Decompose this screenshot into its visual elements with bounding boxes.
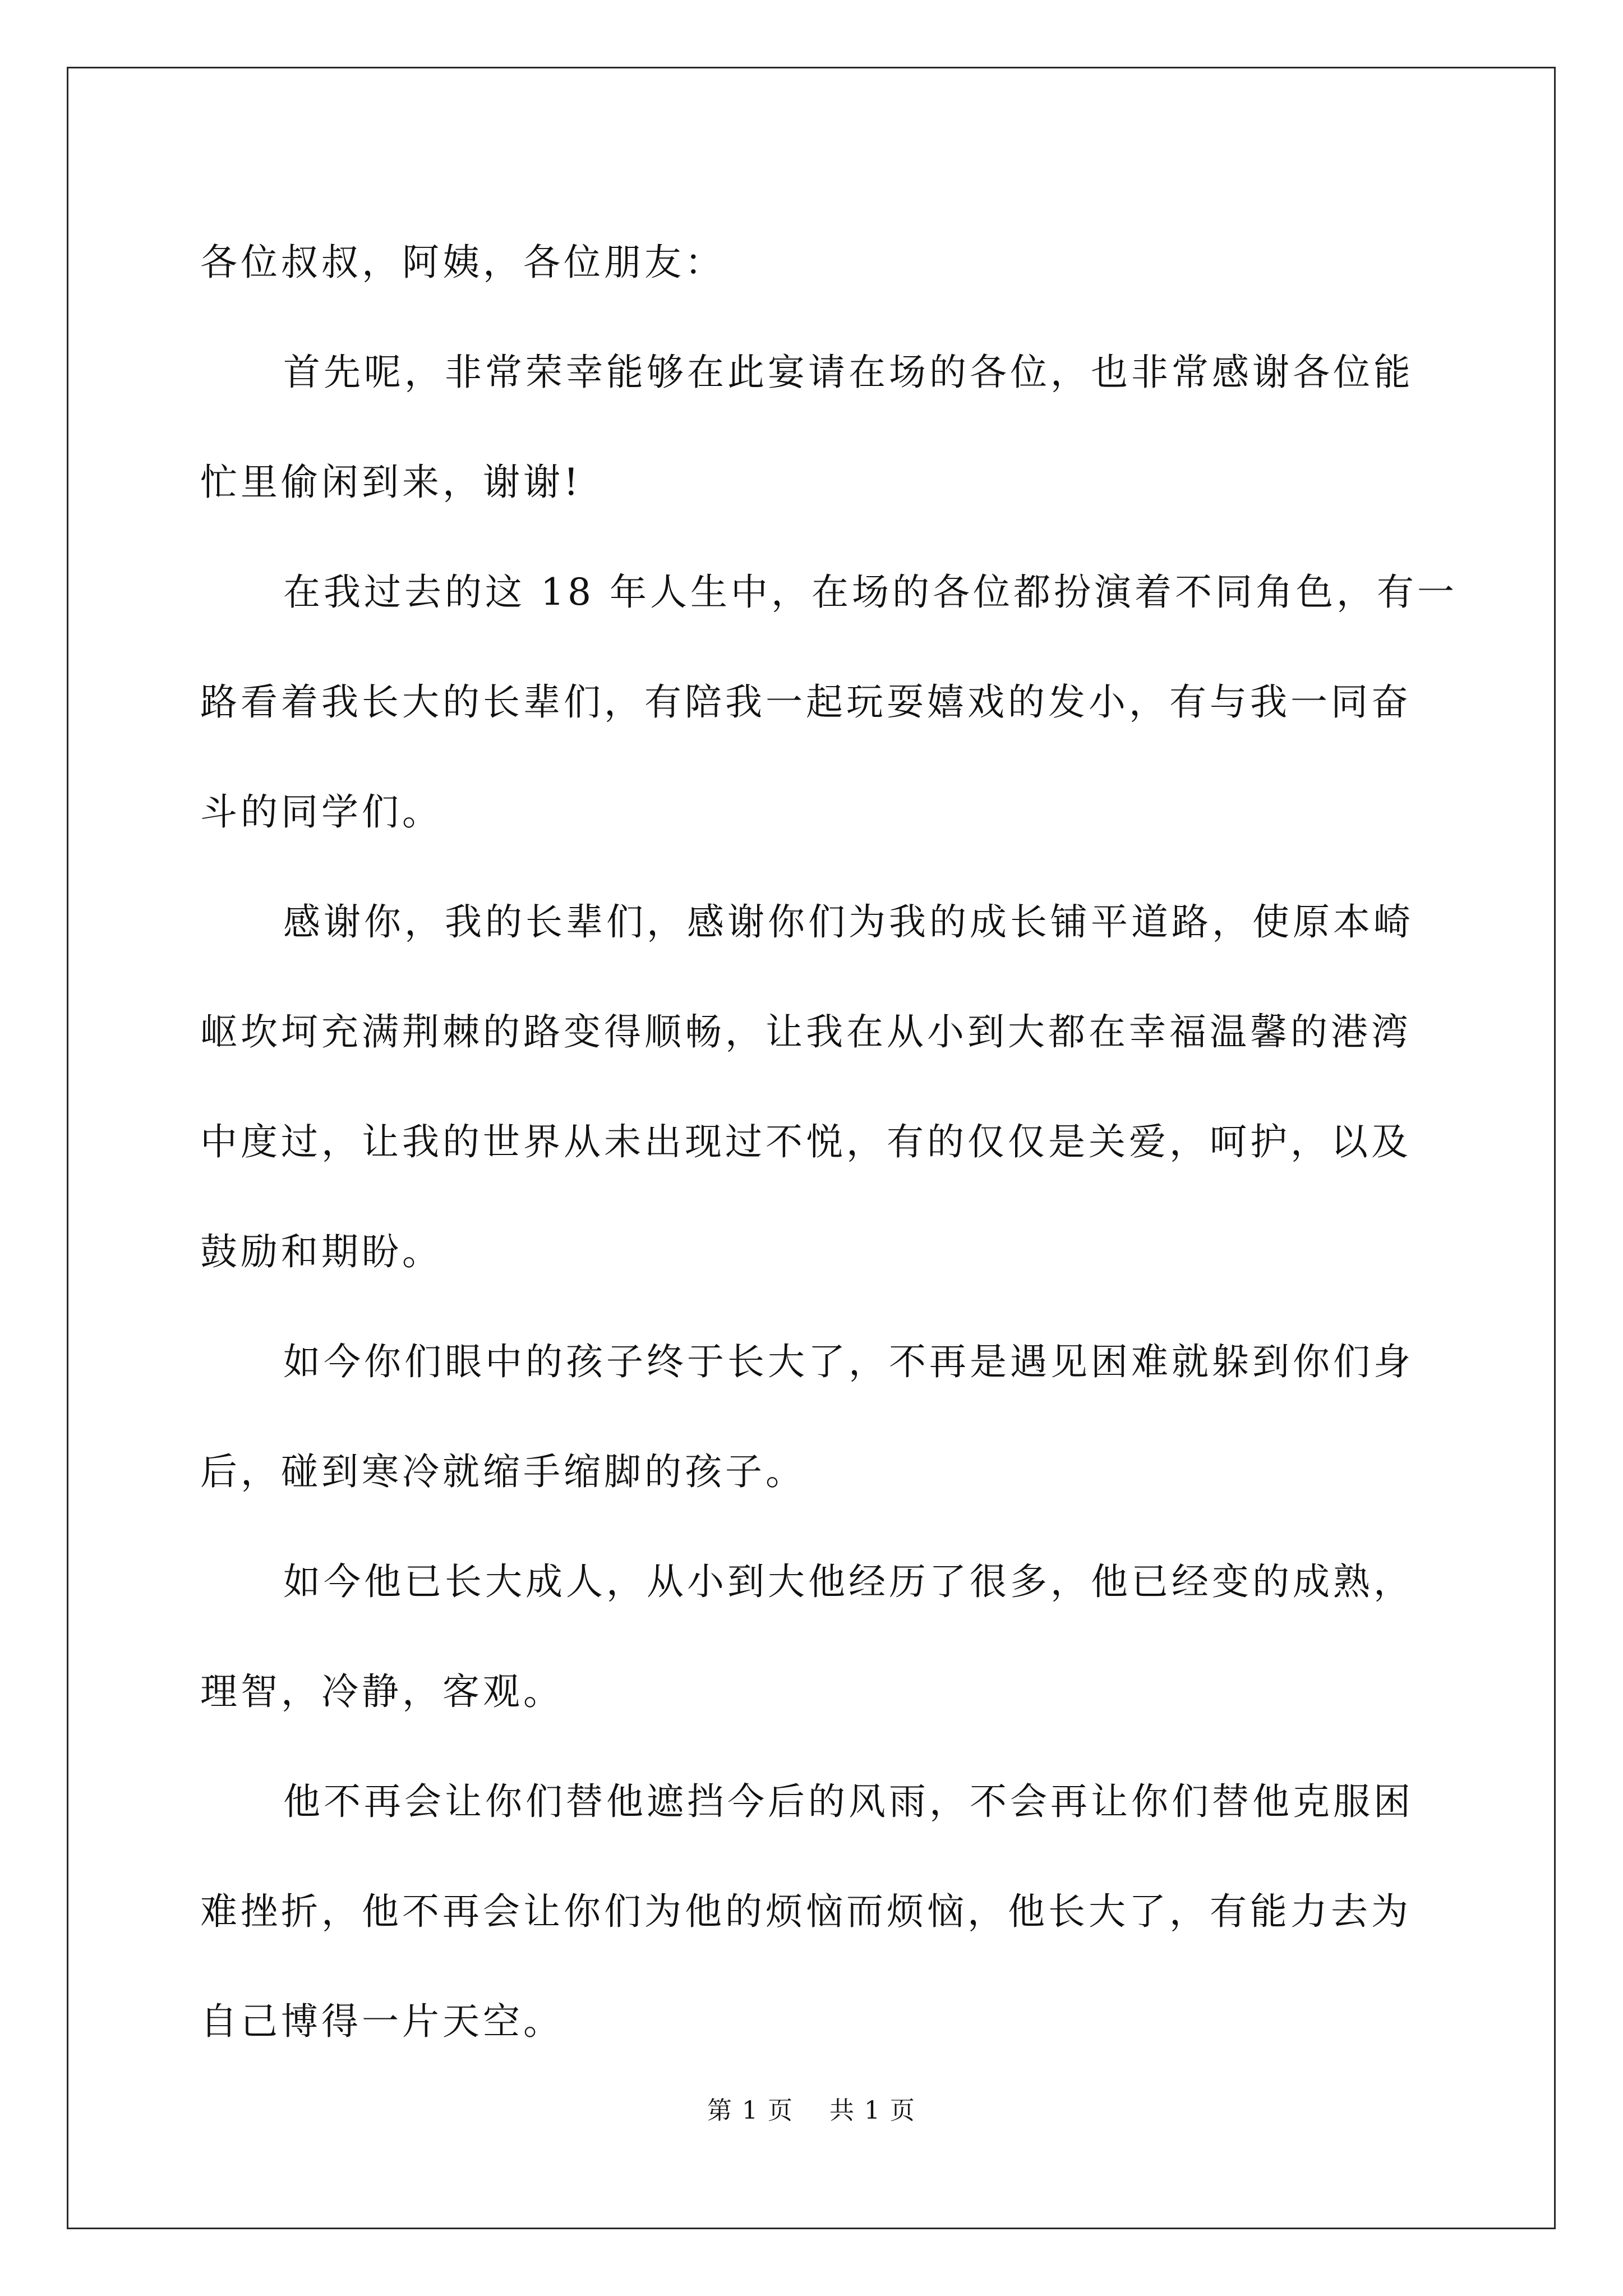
page-footer [0,2090,1623,2126]
paragraph-line: 他不再会让你们替他遮挡今后的风雨，不会再让你们替他克服困 [283,1780,1414,1823]
paragraph-line: 首先呢，非常荣幸能够在此宴请在场的各位，也非常感谢各位能 [283,351,1414,394]
paragraph-6 [200,1747,1434,2077]
paragraph-line: 感谢你，我的长辈们，感谢你们为我的成长铺平道路，使原本崎 [283,900,1414,944]
paragraph-line: 中度过，让我的世界从未出现过不悦，有的仅仅是关爱，呵护，以及 [200,1120,1412,1163]
greeting [200,208,1434,318]
paragraph-line: 在我过去的这 18 年人生中，在场的各位都扮演着不同角色，有一 [283,570,1458,614]
paragraph-line: 后，碰到寒冷就缩手缩脚的孩子。 [200,1450,806,1493]
document-body [200,208,1458,2077]
paragraph-line: 如今你们眼中的孩子终于长大了，不再是遇见困难就躲到你们身 [283,1340,1414,1383]
paragraph-line: 路看着我长大的长辈们，有陪我一起玩耍嬉戏的发小，有与我一同奋 [200,680,1412,724]
paragraph-line: 忙里偷闲到来，谢谢! [200,461,582,504]
paragraph-line: 理智，冷静，客观。 [200,1670,564,1713]
paragraph-line: 如今他已长大成人，从小到大他经历了很多，他已经变的成熟， [283,1560,1414,1603]
paragraph-line: 自己博得一片天空。 [200,2000,564,2043]
page-total: 共 1 页 [829,2096,916,2125]
paragraph-2 [200,537,1458,867]
paragraph-4 [200,1307,1434,1527]
footer-spacer [794,2096,829,2125]
paragraph-line: 岖坎坷充满荆棘的路变得顺畅，让我在从小到大都在幸福温馨的港湾 [200,1010,1412,1053]
paragraph-5 [200,1527,1434,1747]
paragraph-1 [200,318,1434,537]
paragraph-line: 难挫折，他不再会让你们为他的烦恼而烦恼，他长大了，有能力去为 [200,1890,1412,1933]
paragraph-line: 鼓励和期盼。 [200,1230,442,1273]
greeting-line: 各位叔叔，阿姨，各位朋友： [200,241,725,284]
paragraph-3 [200,867,1434,1307]
page-number: 第 1 页 [707,2096,794,2125]
paragraph-line: 斗的同学们。 [200,790,442,834]
